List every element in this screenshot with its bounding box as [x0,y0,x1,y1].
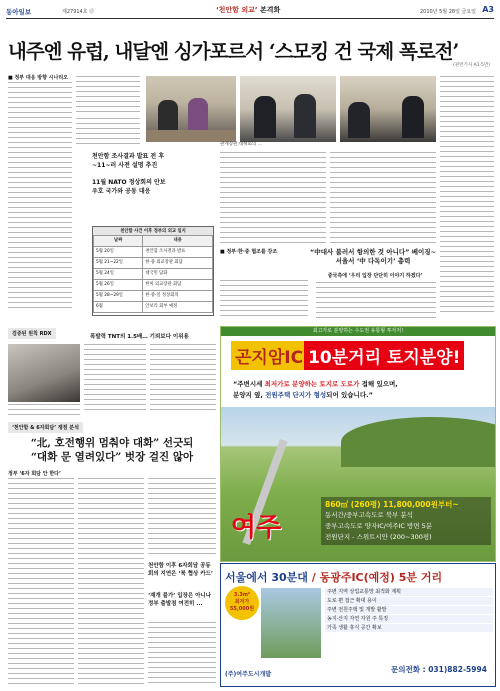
table-cell: 천안함 조사결과 발표 [143,247,213,258]
ad-copy-line-2 [233,390,485,401]
article-body-analysis-2 [78,478,144,686]
issue-number: 제27914호 ⓓ [62,9,95,15]
ad-copy-line-1 [233,379,485,390]
table-cell: 5월 20일 [94,247,143,258]
ad-copy-text: 분양지 옆, [233,391,266,399]
ad-price: 11,800,000원부터~ [383,500,459,509]
ad2-site-photo [261,588,321,658]
ad2-feature-item: 가족 생활 휴식 공간 확보 [325,624,493,632]
ad-feature-1: 동서간/중부고속도로 북부 분석 [325,511,413,519]
photo-meeting-1 [146,76,236,142]
table-cell: 한·중·일 정상회의 [143,291,213,302]
ad-copy-highlight: 전원주택 단지가 형성 [265,391,327,399]
table-row [94,269,213,280]
photo-meeting-2 [240,76,336,142]
ad-copy-text: “주변시세 [233,380,265,388]
mid-subhead: ■ 정부·한·중 협조를 강조 [220,249,278,255]
ad2-headline-b: / 동광주IC(예정) 5분 거리 [307,571,443,584]
article-body-col2-mid [76,118,140,148]
sticker-price: 55,000원 [229,606,255,612]
ad-title-ic: 곤지암IC [231,341,307,370]
pull-quote-a: 천안함 이후 6자회담 공동 회의 지연은 ‘북 협상 카드’ [148,563,213,577]
section-title [216,5,280,15]
ad-price-line [325,499,487,510]
article-body-col3 [220,152,326,244]
article-body-analysis-1 [8,478,74,686]
ad-copy [233,379,485,401]
ad-price-box [321,497,491,545]
section-tab-rdx: 검증된 원칙 RDX [8,328,56,339]
person-silhouette [402,96,424,138]
ad-copy-text: 접해 있으며, [359,380,398,388]
person-silhouette [348,102,370,138]
table-row [94,291,213,302]
table-row [94,280,213,291]
land-sale-ad[interactable] [220,326,496,562]
article-body-col1 [8,82,72,312]
ad-main-title [231,341,487,373]
table-header-cell: 내용 [143,236,213,247]
article-body-analysis-4 [148,622,216,686]
ad2-brand: (주)여주도시개발 [225,671,272,678]
big-quote-line-2: “대화 문 열려있다” 벗장 걸진 않아 [30,451,194,463]
photo-rdx [8,344,80,402]
table-cell: 대국민 담화 [143,269,213,280]
person-silhouette [158,100,178,134]
development-ad[interactable] [220,563,496,687]
table-header-cell: 날짜 [94,236,143,247]
section-title-rest: 본격화 [257,6,281,14]
ad2-feature-item: 주변 전원주택 및 개발 활발 [325,606,493,614]
ad2-feature-item: 농지·산지 자연 자원 주 특징 [325,615,493,623]
timeline-table-grid [93,235,213,313]
section-title-quote: ‘천안함 외교’ [216,6,258,14]
article-body-rdx-1 [84,344,146,414]
pull-quote-2: 11월 NATO 정상회의 안보 우호 국가와 공동 대응 [92,179,166,195]
ad-title-sale: 10분거리 토지분양! [304,341,464,370]
ad2-price-sticker [225,586,259,620]
contact-label: 문의전화 : [391,665,429,674]
ad2-feature-item: 주변 지역 상업교통망 최적화 계획 [325,588,493,596]
table-row [94,247,213,258]
rdx-subhead: 폭발력 TNT의 1.5배… 기뢰보다 이위용 [90,334,189,340]
pull-quote-mid-sub: 중국측에 ‘우리 입장 단단히 이야기 하겠다’ [327,273,423,279]
newspaper-name: 동아일보 [6,8,32,16]
photo-meeting-3 [340,76,436,142]
article-body-mid-b [316,282,436,320]
hill-shape [341,417,496,467]
table-row [94,258,213,269]
ad-area: 860㎡ (260평) [325,500,381,509]
table-cell: 5월 24일 [94,269,143,280]
contact-phone-number[interactable]: 031)882-5994 [428,665,487,674]
table-cell: 5월 28~29일 [94,291,143,302]
article-body-rdx-3 [8,404,80,416]
ad2-headline-a: 서울에서 30분대 [225,571,308,584]
ad2-headline [225,569,442,585]
ad-feature-3: 전원단지 - 스위트시안 (200~300평) [325,533,432,541]
person-silhouette [254,96,276,138]
main-byline: (관련기사 A1·5면) [453,63,490,68]
pull-quote-1: 천안함 조사결과 발표 전 후~11~러 사전 설명 추진 [92,153,165,169]
article-body-mid-a [220,280,308,320]
ad-copy-highlight: 최저가로 분양하는 토지로 도로가 [264,380,360,388]
table-cell: 안보리 회부 예정 [143,302,213,313]
article-body-col4 [330,152,436,244]
person-silhouette [188,98,208,134]
table-row [94,302,213,313]
analysis-subhead: 정부 ‘6자 회담 안 한다’ [8,471,61,477]
pull-quote-b: ‘재개 불가’ 입장은 아니나 정부 출발점 여전히 ... [148,593,212,607]
table-cell: 한·중 외교장관 회담 [143,258,213,269]
pull-quote-mid: “中대사 불러서 항의한 것 아니다” 베이징~서울서 ‘中 다독이기’ 총력 [310,248,436,265]
table-cell: 5월 21~22일 [94,258,143,269]
ad-place-name: 여주 [231,513,282,543]
issue-date: 2010년 5월 28일 금요일 [419,9,476,15]
article-body-analysis-3 [148,478,216,558]
big-quote-line-1: “北, 호전행위 멈춰야 대화” 선긋되 [30,437,194,449]
diplomacy-timeline-table [92,226,214,316]
page-number: A3 [482,5,494,14]
masthead [6,5,494,19]
table-surface [146,130,236,142]
main-headline: 내주엔 유럽, 내달엔 싱가포르서 ‘스모킹 건 국제 폭로전’ [8,40,459,63]
table-title: 천안함 사건 이후 정부의 외교 일지 [93,227,213,235]
table-cell: 한미 외교장관 회담 [143,280,213,291]
col1-subhead: ■ 정부 대응 방향 시나리오 [8,75,68,81]
ad2-feature-item: 도로 편 접근 확대 용이 [325,597,493,605]
article-body-col2-top [76,76,140,116]
ad-feature-2: 중부고속도로 양자IC/여주IC 방면 5분 [325,522,433,530]
big-quote [10,436,214,464]
sticker-label: 최저가 [234,599,250,605]
ad2-feature-list [325,588,493,633]
table-cell: 6월 [94,302,143,313]
ad-copy-text: 되어 있습니다.” [326,391,373,399]
article-body-col-right [440,76,494,312]
table-row [94,236,213,247]
article-body-rdx-2 [150,344,216,414]
section-tab-analysis: ‘천안함 & 6자회담’ 쟁점 분석 [8,422,83,433]
person-silhouette [294,94,316,138]
ad-top-banner: 최고가로 분양하는 수도권 유통형 투자처! [221,327,495,336]
ad2-contact[interactable] [391,664,487,675]
photo-caption: 관계장관 대책회의 ... [220,142,262,147]
sticker-unit: 3.3m² [233,592,251,598]
table-cell: 5월 26일 [94,280,143,291]
